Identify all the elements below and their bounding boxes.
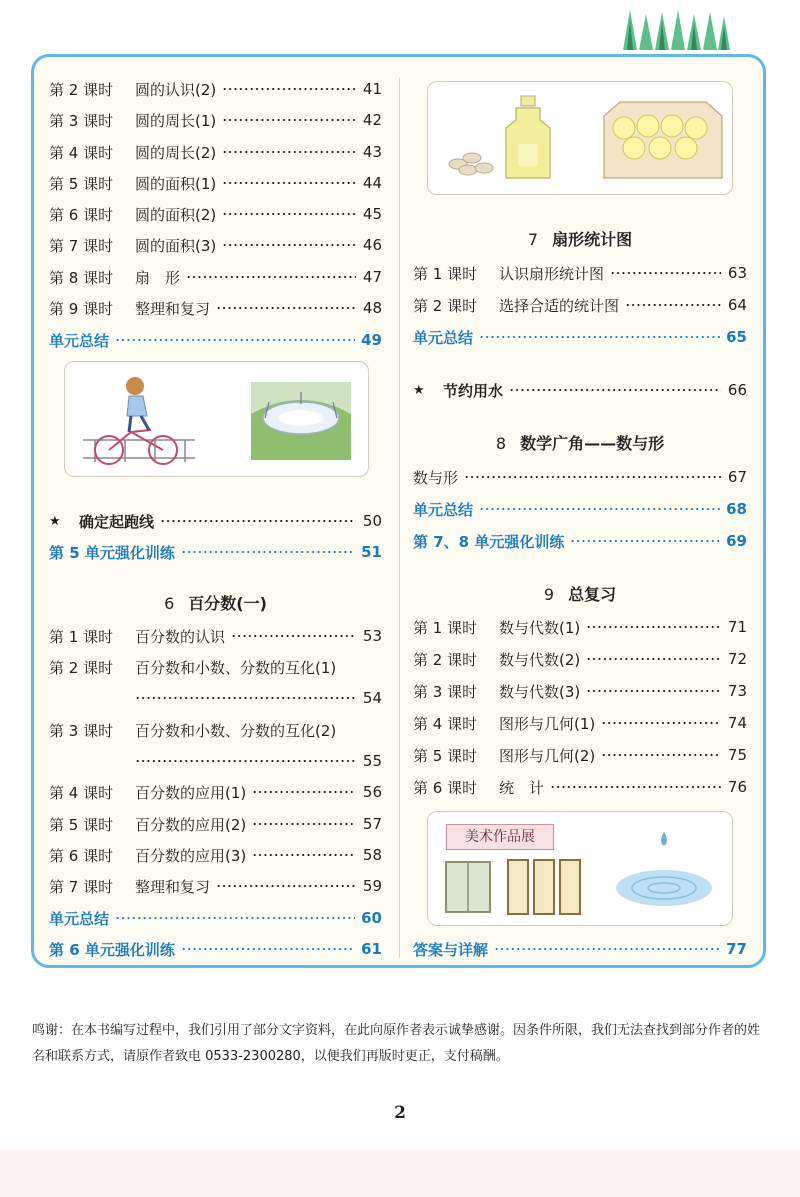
leader-dots [601, 754, 721, 756]
entry-title: 整理和复习 [135, 877, 211, 896]
leader-dots [135, 697, 356, 699]
entry-title: 统 计 [499, 778, 545, 797]
lesson-number: 第 3 课时 [49, 111, 114, 130]
leader-dots [222, 213, 356, 215]
page-number: 73 [727, 682, 747, 700]
entry-title: 单元总结 [413, 500, 474, 519]
entry-title: 答案与详解 [413, 940, 489, 959]
toc-entry-activity[interactable] [49, 509, 382, 533]
entry-title: 百分数和小数、分数的互化(2) [135, 721, 337, 740]
entry-title: 百分数的认识 [135, 627, 226, 646]
toc-entry-unit-training[interactable] [49, 540, 382, 564]
toc-entry[interactable] [49, 718, 382, 742]
lesson-number: 第 5 课时 [49, 174, 114, 193]
leader-dots [625, 304, 721, 306]
page-number: 58 [362, 846, 382, 864]
page-number: 47 [362, 268, 382, 286]
entry-title: 数与代数(1) [499, 618, 581, 637]
unit-heading [49, 591, 382, 617]
entry-title: 节约用水 [443, 381, 504, 400]
toc-entry[interactable] [49, 296, 382, 320]
lesson-number: 第 3 课时 [413, 682, 478, 701]
lesson-number: 第 9 课时 [49, 299, 114, 318]
entry-title: 图形与几何(1) [499, 714, 596, 733]
star-icon: ★ [49, 513, 61, 529]
unit-number: 9 [543, 585, 555, 604]
unit-number: 6 [164, 594, 175, 613]
leader-dots [181, 551, 355, 553]
lesson-number: 第 2 课时 [413, 296, 478, 315]
toc-entry-continuation[interactable] [49, 686, 382, 710]
illustration-cycling-and-telescope [64, 361, 369, 477]
toc-entry-unit-summary[interactable] [413, 497, 747, 521]
toc-entry-unit-training[interactable] [413, 529, 747, 553]
page-number: 53 [362, 627, 382, 645]
entry-title: 圆的面积(1) [135, 174, 217, 193]
entry-title: 第 7、8 单元强化训练 [413, 532, 565, 551]
page-number: 60 [361, 909, 382, 927]
entry-title: 第 6 单元强化训练 [49, 940, 175, 959]
page-number: 69 [726, 532, 747, 550]
leader-dots [216, 885, 356, 887]
leader-dots [586, 658, 721, 660]
entry-title: 数与代数(2) [499, 650, 581, 669]
leader-dots [216, 307, 356, 309]
page-number: 50 [362, 512, 382, 530]
leader-dots [231, 635, 356, 637]
page-number: 55 [362, 752, 382, 770]
entry-title: 图形与几何(2) [499, 746, 596, 765]
lesson-number: 第 5 课时 [413, 746, 478, 765]
leader-dots [586, 690, 721, 692]
leader-dots [222, 182, 356, 184]
leader-dots [494, 948, 720, 950]
page-number: 42 [362, 111, 382, 129]
page-number: 67 [727, 468, 747, 486]
toc-entry[interactable] [49, 77, 382, 101]
leader-dots [181, 948, 355, 950]
page-number: 68 [726, 500, 747, 518]
page-number: 63 [727, 264, 747, 282]
toc-entry[interactable] [49, 780, 382, 804]
leader-dots [464, 476, 721, 478]
unit-heading [413, 227, 747, 253]
page-number: 41 [362, 80, 382, 98]
page-number: 49 [361, 331, 382, 349]
page-number: 43 [362, 143, 382, 161]
unit-number: 7 [527, 230, 539, 249]
entry-title: 圆的认识(2) [135, 80, 217, 99]
lesson-number: 第 6 课时 [49, 205, 114, 224]
leader-dots [115, 339, 355, 341]
footer-band [0, 1150, 800, 1197]
toc-entry-unit-training[interactable] [49, 937, 382, 961]
leader-dots [186, 276, 356, 278]
page-number: 71 [727, 618, 747, 636]
unit-heading [413, 431, 747, 457]
page-number: 54 [362, 689, 382, 707]
toc-entry[interactable] [49, 140, 382, 164]
page-number: 46 [362, 236, 382, 254]
toc-entry[interactable] [413, 743, 747, 767]
unit-heading [413, 582, 747, 608]
toc-entry[interactable] [413, 711, 747, 735]
leader-dots [550, 786, 721, 788]
unit-title: 数学广角——数与形 [520, 434, 665, 453]
leader-dots [479, 336, 720, 338]
leader-dots [252, 823, 356, 825]
page-number: 57 [362, 815, 382, 833]
leader-dots [222, 151, 356, 153]
entry-title: 单元总结 [413, 328, 474, 347]
toc-entry[interactable] [413, 465, 747, 489]
leader-dots [252, 791, 356, 793]
page-number: 64 [727, 296, 747, 314]
unit-title: 总复习 [568, 585, 617, 604]
page-number: 72 [727, 650, 747, 668]
toc-entry[interactable] [49, 655, 382, 679]
page-number: 45 [362, 205, 382, 223]
page-number: 59 [362, 877, 382, 895]
page-number-footer: 2 [394, 1103, 406, 1123]
entry-title: 百分数的应用(2) [135, 815, 247, 834]
leader-dots [135, 760, 356, 762]
page-number: 48 [362, 299, 382, 317]
lesson-number: 第 6 课时 [49, 846, 114, 865]
page-number: 77 [726, 940, 747, 958]
entry-title: 扇 形 [135, 268, 181, 287]
toc-entry[interactable] [49, 265, 382, 289]
toc-entry[interactable] [49, 108, 382, 132]
leader-dots [222, 244, 356, 246]
lesson-number: 第 4 课时 [49, 783, 114, 802]
entry-title: 选择合适的统计图 [499, 296, 620, 315]
toc-entry[interactable] [49, 843, 382, 867]
toc-entry-continuation[interactable] [49, 749, 382, 773]
illustration-oil-bottle [427, 81, 733, 195]
lesson-number: 第 1 课时 [49, 627, 114, 646]
toc-entry-unit-summary[interactable] [49, 328, 382, 352]
illustration-art-exhibit-and-water [427, 811, 733, 926]
lesson-number: 第 8 课时 [49, 268, 114, 287]
leader-dots [570, 540, 720, 542]
lesson-number: 第 1 课时 [413, 618, 478, 637]
leader-dots [222, 119, 356, 121]
lesson-number: 第 4 课时 [49, 143, 114, 162]
lesson-number: 第 7 课时 [49, 877, 114, 896]
toc-entry[interactable] [49, 171, 382, 195]
toc-entry-answers[interactable] [413, 937, 747, 961]
page-number: 76 [727, 778, 747, 796]
toc-entry[interactable] [413, 775, 747, 799]
toc-entry[interactable] [49, 812, 382, 836]
page-number: 61 [361, 940, 382, 958]
entry-title: 第 5 单元强化训练 [49, 543, 175, 562]
entry-title: 整理和复习 [135, 299, 211, 318]
toc-entry-activity[interactable] [413, 378, 747, 402]
toc-entry[interactable] [413, 679, 747, 703]
leader-dots [479, 508, 720, 510]
entry-title: 单元总结 [49, 331, 110, 350]
entry-title: 确定起跑线 [79, 512, 155, 531]
leader-dots [160, 520, 356, 522]
leader-dots [252, 854, 356, 856]
exhibit-sign: 美术作品展 [446, 824, 554, 850]
star-icon: ★ [413, 382, 425, 398]
tree-decoration-icon [622, 10, 732, 52]
toc-entry[interactable] [413, 293, 747, 317]
toc-entry[interactable] [413, 261, 747, 285]
toc-entry[interactable] [413, 647, 747, 671]
lesson-number: 第 2 课时 [49, 80, 114, 99]
entry-title: 认识扇形统计图 [499, 264, 605, 283]
toc-entry[interactable] [49, 624, 382, 648]
lesson-number: 第 6 课时 [413, 778, 478, 797]
lesson-number: 第 4 课时 [413, 714, 478, 733]
page-number: 75 [727, 746, 747, 764]
page-number: 74 [727, 714, 747, 732]
entry-title: 百分数的应用(3) [135, 846, 247, 865]
page-number: 51 [361, 543, 382, 561]
entry-title: 圆的周长(2) [135, 143, 217, 162]
page-number: 65 [726, 328, 747, 346]
unit-title: 百分数(一) [188, 594, 267, 613]
lesson-number: 第 3 课时 [49, 721, 114, 740]
leader-dots [115, 917, 355, 919]
entry-title: 数与代数(3) [499, 682, 581, 701]
page-number: 44 [362, 174, 382, 192]
leader-dots [222, 88, 356, 90]
lesson-number: 第 1 课时 [413, 264, 478, 283]
lesson-number: 第 2 课时 [49, 658, 114, 677]
entry-title: 单元总结 [49, 909, 110, 928]
acknowledgement-note: 鸣谢：在本书编写过程中，我们引用了部分文字资料，在此向原作者表示诚挚感谢。因条件所限，我们无法查找到部分作者的姓名和联系方式，请原作者致电 0533-2300280，以便我们再版时更正，支付稿酬。 [32, 1023, 761, 1064]
page-number: 56 [362, 783, 382, 801]
lesson-number: 第 2 课时 [413, 650, 478, 669]
unit-title: 扇形统计图 [552, 230, 633, 249]
entry-title: 圆的面积(2) [135, 205, 217, 224]
unit-number: 8 [495, 434, 507, 453]
toc-entry-unit-summary[interactable] [49, 906, 382, 930]
leader-dots [610, 272, 721, 274]
entry-title: 数与形 [413, 468, 459, 487]
toc-entry[interactable] [49, 202, 382, 226]
toc-entry[interactable] [49, 874, 382, 898]
leader-dots [586, 626, 721, 628]
entry-title: 百分数的应用(1) [135, 783, 247, 802]
toc-entry-unit-summary[interactable] [413, 325, 747, 349]
leader-dots [601, 722, 721, 724]
lesson-number: 第 5 课时 [49, 815, 114, 834]
entry-title: 圆的周长(1) [135, 111, 217, 130]
page-number: 66 [727, 381, 747, 399]
column-divider [399, 78, 400, 958]
leader-dots [509, 389, 721, 391]
toc-entry[interactable] [49, 233, 382, 257]
toc-entry[interactable] [413, 615, 747, 639]
lesson-number: 第 7 课时 [49, 236, 114, 255]
entry-title: 圆的面积(3) [135, 236, 217, 255]
entry-title: 百分数和小数、分数的互化(1) [135, 658, 337, 677]
